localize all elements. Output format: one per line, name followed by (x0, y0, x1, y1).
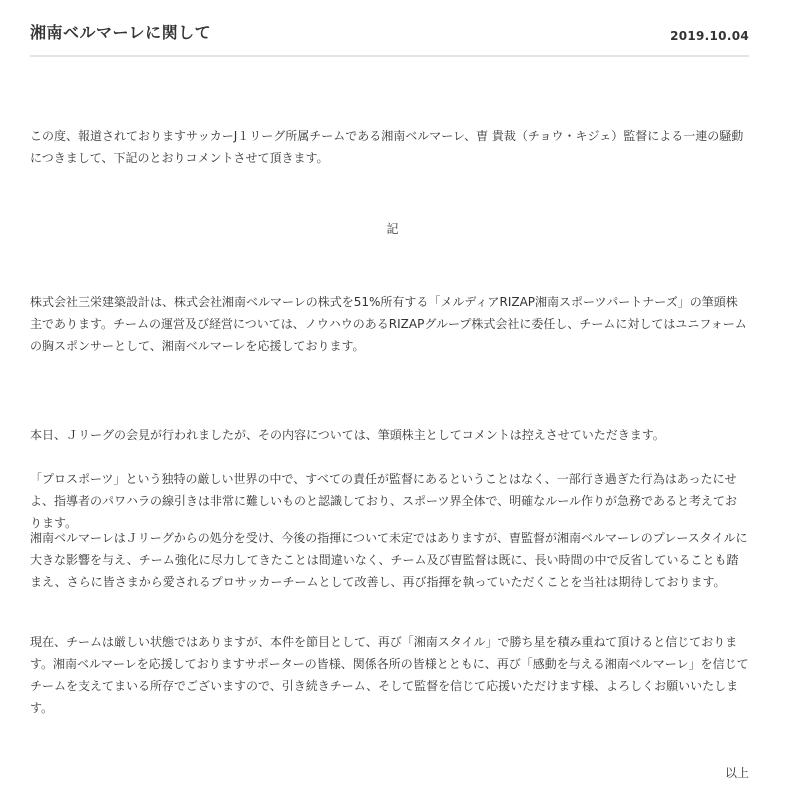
expectation-paragraph: 湘南ベルマーレはＪリーグからの処分を受け、今後の指揮について未定ではありますが、曺監督が湘南ベルマーレのプレースタイルに大きな影響を与え、チーム強化に尽力してきたことは間違いなく、チーム及び曺監督は既に、長い時間の中で反省していることも踏まえ、さらに皆さまから愛されるプロサッカーチームとして改善し、再び指揮を執っていただくことを当社は期待しております。 (30, 531, 748, 589)
page-title: 湘南ベルマーレに関して (30, 23, 212, 42)
league-statement-line-1: 本日、Ｊリーグの会見が行われましたが、その内容については、筆頭株主としてコメントは控えさせていただきます。 (30, 428, 665, 442)
ki-marker: 記 (386, 222, 399, 236)
article-header (30, 0, 749, 57)
shareholder-paragraph: 株式会社三栄建築設計は、株式会社湘南ベルマーレの株式を51%所有する「メルディアRIZAP湘南スポーツパートナーズ」の筆頭株主であります。チームの運営及び経営については、ノウハウのあるRIZAPグループ株式会社に委任し、チームに対してはユニフォームの胸スポンサーとして、湘南ベルマーレを応援しております。 (30, 295, 747, 353)
closing-paragraph: 現在、チームは厳しい状態ではありますが、本件を節目として、再び「湘南スタイル」で勝ち星を積み重ねて頂けると信じております。湘南ベルマーレを応援しておりますサポーターの皆様、関係各所の皆様とともに、再び「感動を与える湘南ベルマーレ」を信じてチームを支えてまいる所存でございますので、引き続きチーム、そして監督を信じて応援いただけます様、よろしくお願いいたします。 (30, 635, 749, 715)
publish-date: 2019.10.04 (670, 29, 749, 43)
league-statement-line-2: 「プロスポーツ」という独特の厳しい世界の中で、すべての責任が監督にあるということはなく、一部行き過ぎた行為はあったにせよ、指導者のパワハラの線引きは非常に難しいものと認識しており、スポーツ界全体で、明確なルール作りが急務であると考えております。 (30, 472, 738, 530)
closing-mark: 以上 (724, 766, 749, 780)
intro-paragraph: この度、報道されておりますサッカーJ１リーグ所属チームである湘南ベルマーレ、曺 貴裁（チョウ・キジェ）監督による一連の騒動につきまして、下記のとおりコメントさせて頂きます。 (30, 129, 744, 165)
